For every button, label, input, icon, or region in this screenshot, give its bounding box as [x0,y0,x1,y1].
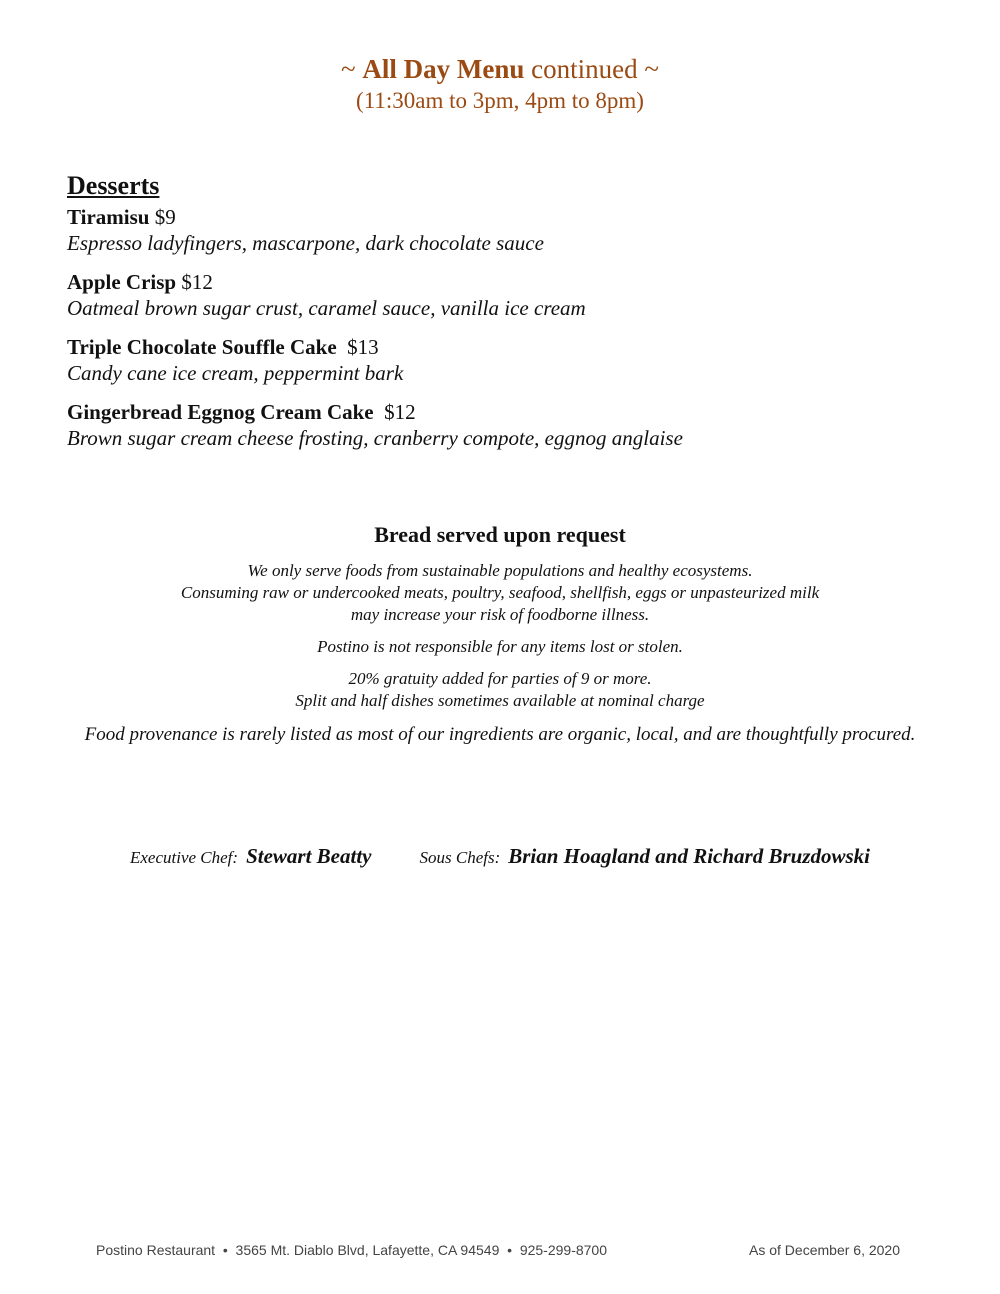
menu-item [67,204,947,256]
sustainability-note: We only serve foods from sustainable populations and healthy ecosystems. [247,561,753,580]
sous-chefs-label: Sous Chefs: [419,848,501,867]
bread-notice: Bread served upon request [374,522,626,547]
item-price: $13 [347,335,379,359]
menu-item [67,334,947,386]
item-name: Gingerbread Eggnog Cream Cake [67,400,374,424]
responsibility-note: Postino is not responsible for any items lost or stolen. [317,637,683,656]
menu-date: As of December 6, 2020 [749,1242,900,1258]
desserts-heading: Desserts [67,171,160,200]
item-name: Tiramisu [67,205,150,229]
item-name: Triple Chocolate Souffle Cake [67,335,337,359]
page-footer [96,1242,900,1258]
provenance-note: Food provenance is rarely listed as most of our ingredients are organic, local, and are thoughtfully procured. [84,724,916,745]
notes-section [0,520,1000,748]
title-bold: All Day Menu [362,54,525,84]
item-price: $12 [181,270,213,294]
sous-chefs-names: Brian Hoagland and Richard Bruzdowski [508,844,871,868]
item-price: $9 [154,205,176,229]
menu-hours: (11:30am to 3pm, 4pm to 8pm) [356,88,644,113]
title-prefix: ~ [341,54,363,84]
item-description: Oatmeal brown sugar crust, caramel sauce, vanilla ice cream [67,296,586,320]
item-description: Brown sugar cream cheese frosting, cranberry compote, eggnog anglaise [67,426,683,450]
menu-item [67,269,947,321]
desserts-section [67,170,947,464]
title-suffix: continued ~ [524,54,659,84]
gratuity-note: 20% gratuity added for parties of 9 or more. [348,669,652,688]
executive-chef-label: Executive Chef: [129,848,239,867]
chefs-credits [0,844,1000,869]
menu-header [0,52,1000,116]
item-name: Apple Crisp [67,270,177,294]
menu-title [0,52,1000,86]
split-dishes-note: Split and half dishes sometimes available at nominal charge [295,691,705,710]
raw-food-warning-cont: may increase your risk of foodborne illness. [350,605,650,624]
item-description: Espresso ladyfingers, mascarpone, dark chocolate sauce [67,231,544,255]
item-price: $12 [384,400,416,424]
restaurant-address: Postino Restaurant • 3565 Mt. Diablo Blvd, Lafayette, CA 94549 • 925-299-8700 [96,1242,608,1258]
item-description: Candy cane ice cream, peppermint bark [67,361,404,385]
executive-chef-name: Stewart Beatty [246,844,372,868]
menu-item [67,399,947,451]
raw-food-warning: Consuming raw or undercooked meats, poultry, seafood, shellfish, eggs or unpasteurized milk [180,583,820,602]
